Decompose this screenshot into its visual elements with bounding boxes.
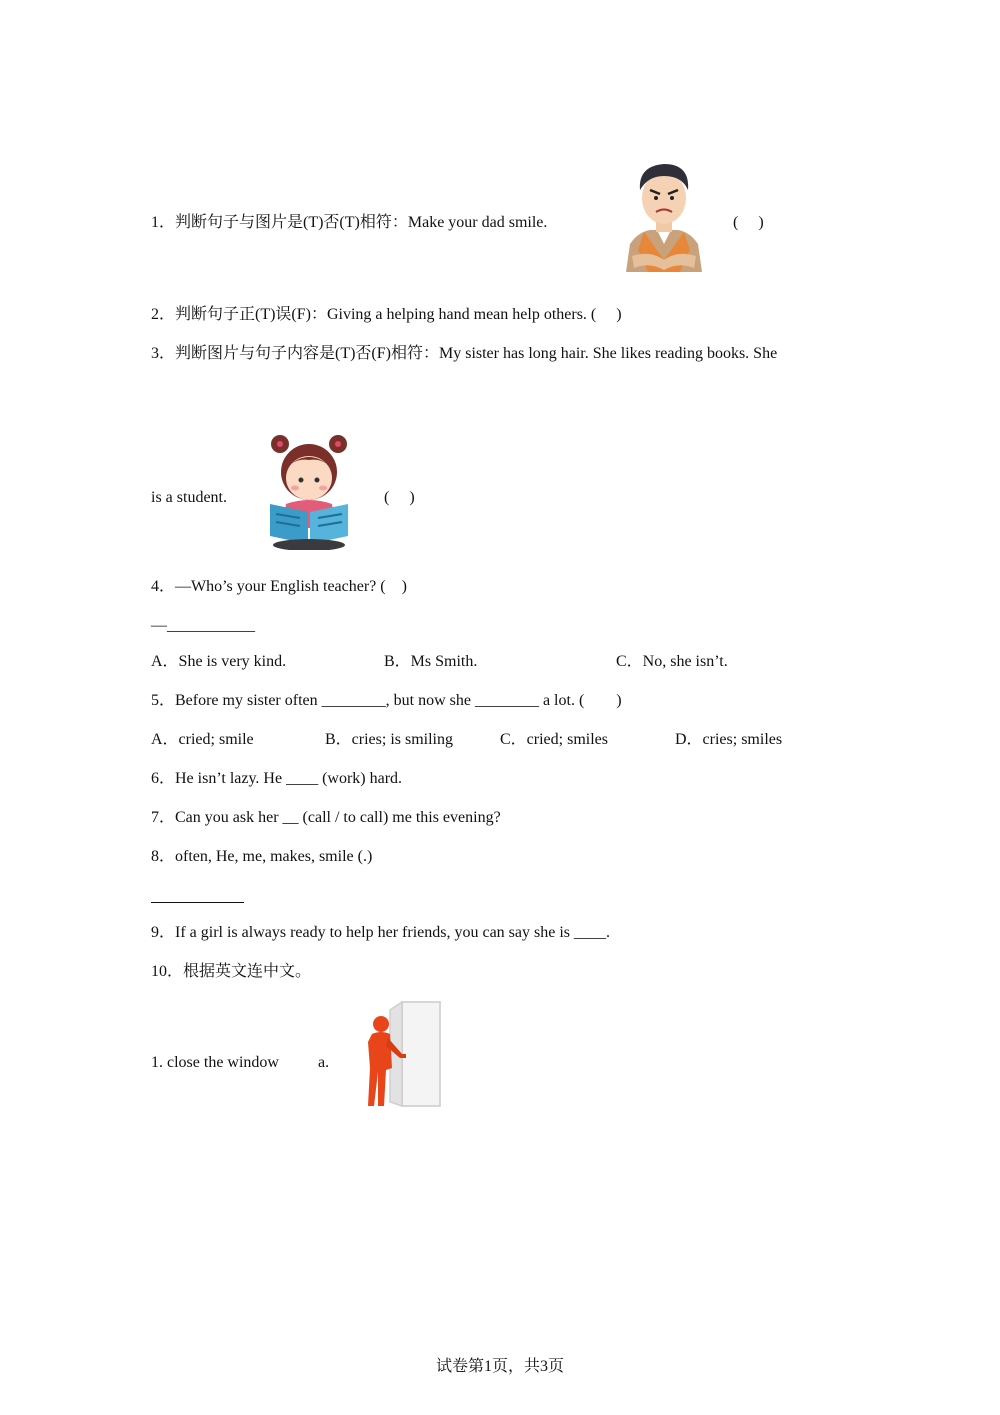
q1-answer-paren: ( ) (733, 214, 764, 231)
q5-option-c: C．cried; smiles (500, 731, 608, 748)
angry-man-icon (620, 160, 708, 272)
q8-text: 8．often, He, me, makes, smile (.) (151, 848, 373, 865)
girl-reading-icon (266, 432, 352, 550)
q5-option-d: D．cries; smiles (675, 731, 783, 748)
page-footer: 试卷第1页，共3页 (435, 1358, 564, 1375)
q5-question: 5．Before my sister often ________, but now she ________ a lot. ( ) (151, 692, 622, 709)
q3-text-continued: is a student. (151, 489, 227, 506)
q4-option-b: B．Ms Smith. (384, 653, 478, 670)
q4-answer-line: —___________ (151, 617, 255, 634)
q3-text: 3．判断图片与句子内容是(T)否(F)相符：My sister has long hair. She likes reading books. She (151, 345, 778, 362)
q2-text: 2．判断句子正(T)误(F)：Giving a helping hand mean help others. ( ) (151, 306, 622, 323)
q10-item: 1. close the window (151, 1054, 279, 1071)
q4-question: 4．—Who’s your English teacher? ( ) (151, 578, 407, 595)
person-closing-door-icon (362, 998, 444, 1112)
q7-text: 7．Can you ask her __ (call / to call) me this evening? (151, 809, 501, 826)
q3-answer-paren: ( ) (384, 489, 415, 506)
q6-text: 6．He isn’t lazy. He ____ (work) hard. (151, 770, 403, 787)
q8-answer-blank (151, 902, 244, 903)
q10-title: 10．根据英文连中文。 (151, 963, 312, 980)
q5-option-b: B．cries; is smiling (325, 731, 454, 748)
q9-text: 9．If a girl is always ready to help her friends, you can say she is ____. (151, 924, 610, 941)
q1-text: 1．判断句子与图片是(T)否(T)相符：Make your dad smile. (151, 214, 548, 231)
q4-option-c: C．No, she isn’t. (616, 653, 728, 670)
q4-option-a: A．She is very kind. (151, 653, 287, 670)
q5-option-a: A．cried; smile (151, 731, 254, 748)
q10-match-label: a. (318, 1054, 330, 1071)
